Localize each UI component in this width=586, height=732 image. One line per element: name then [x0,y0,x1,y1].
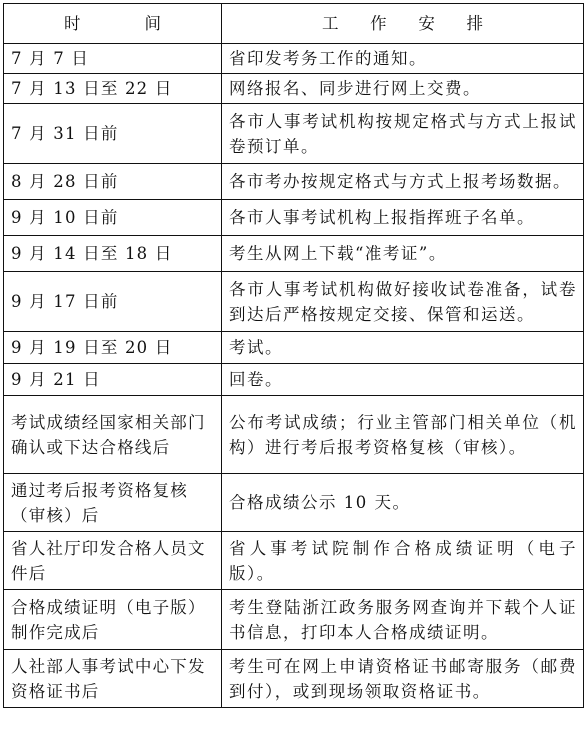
task-cell: 各市人事考试机构按规定格式与方式上报试卷预订单。 [222,104,584,164]
header-char: 安 [418,14,435,33]
task-cell: 各市考办按规定格式与方式上报考场数据。 [222,164,584,200]
header-char: 作 [370,14,387,33]
task-cell: 考试。 [222,332,584,364]
table-row [4,104,584,164]
time-cell: 省人社厅印发合格人员文件后 [4,532,222,590]
table-row [4,332,584,364]
header-char: 间 [144,14,161,33]
exam-schedule-table [3,3,584,708]
time-cell: 9 月 19 日至 20 日 [4,332,222,364]
table-row [4,200,584,236]
table-row [4,44,584,74]
time-cell: 通过考后报考资格复核（审核）后 [4,474,222,532]
table-row [4,236,584,272]
task-cell: 回卷。 [222,364,584,396]
task-cell: 合格成绩公示 10 天。 [222,474,584,532]
header-row [4,4,584,44]
task-cell: 考生登陆浙江政务服务网查询并下载个人证书信息，打印本人合格成绩证明。 [222,590,584,650]
table-row [4,74,584,104]
time-cell: 合格成绩证明（电子版）制作完成后 [4,590,222,650]
table-row [4,532,584,590]
header-char: 工 [322,14,339,33]
table-row [4,272,584,332]
task-cell: 各市人事考试机构上报指挥班子名单。 [222,200,584,236]
table-row [4,364,584,396]
header-char: 排 [466,14,483,33]
task-column-header [222,4,584,44]
time-cell: 7 月 31 日前 [4,104,222,164]
time-cell: 9 月 14 日至 18 日 [4,236,222,272]
table-header [4,4,584,44]
task-cell: 网络报名、同步进行网上交费。 [222,74,584,104]
task-cell: 考生从网上下载“准考证”。 [222,236,584,272]
task-cell: 省印发考务工作的通知。 [222,44,584,74]
table-row [4,650,584,708]
header-char: 时 [64,14,81,33]
time-cell: 9 月 17 日前 [4,272,222,332]
time-cell: 7 月 13 日至 22 日 [4,74,222,104]
time-cell: 8 月 28 日前 [4,164,222,200]
table-body [4,44,584,708]
task-cell: 各市人事考试机构做好接收试卷准备，试卷到达后严格按规定交接、保管和运送。 [222,272,584,332]
time-cell: 7 月 7 日 [4,44,222,74]
table-row [4,474,584,532]
table-row [4,590,584,650]
time-column-header [4,4,222,44]
task-cell: 公布考试成绩；行业主管部门相关单位（机构）进行考后报考资格复核（审核）。 [222,396,584,474]
time-cell: 考试成绩经国家相关部门确认或下达合格线后 [4,396,222,474]
task-cell: 考生可在网上申请资格证书邮寄服务（邮费到付），或到现场领取资格证书。 [222,650,584,708]
time-cell: 9 月 10 日前 [4,200,222,236]
time-cell: 人社部人事考试中心下发资格证书后 [4,650,222,708]
table-row [4,164,584,200]
time-cell: 9 月 21 日 [4,364,222,396]
task-cell: 省人事考试院制作合格成绩证明（电子版）。 [222,532,584,590]
table-row [4,396,584,474]
